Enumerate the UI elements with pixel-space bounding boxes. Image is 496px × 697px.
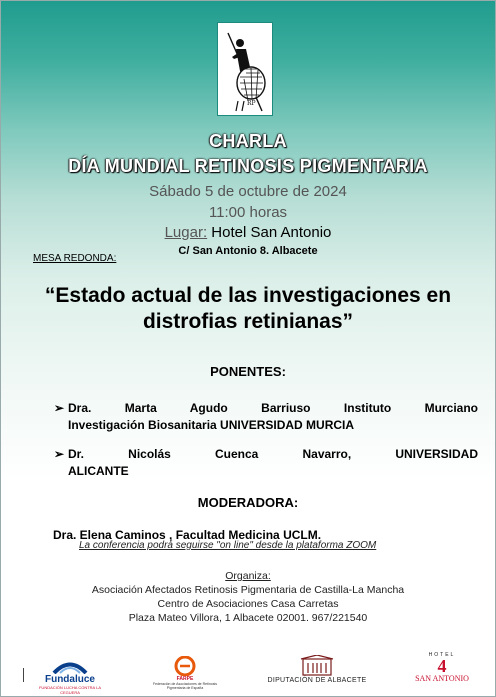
event-address: C/ San Antonio 8. Albacete — [178, 245, 318, 257]
ponente-line — [54, 463, 478, 480]
fundaluce-name: Fundaluce — [44, 674, 95, 685]
divider — [23, 668, 24, 682]
organiza-line: Plaza Mateo Villora, 1 Albacete 02001. 967/221540 — [128, 612, 368, 624]
diputacion-name: DIPUTACIÓN DE ALBACETE — [267, 677, 367, 684]
ponente-line — [54, 400, 478, 417]
hotel-name: SAN ANTONIO — [415, 674, 469, 683]
moderadora-name: Dra. Elena Caminos , Facultad Medicina UCLM. — [53, 528, 322, 542]
hotel-san-antonio-logo: HOTEL 4 SAN ANTONIO — [412, 652, 472, 683]
title-event: DÍA MUNDIAL RETINOSIS PIGMENTARIA — [68, 156, 428, 176]
title-charla: CHARLA — [209, 131, 287, 151]
moderadora-heading: MODERADORA: — [197, 495, 299, 510]
ponente-text: Dr. Nicolás Cuenca Navarro, UNIVERSIDAD — [68, 447, 478, 461]
ponente-text: Investigación Biosanitaria UNIVERSIDAD MURCIA — [68, 418, 355, 432]
farpe-name: FARPE — [176, 676, 194, 682]
farpe-sub: Federación de Asociaciones de Retinosis Pigmentaria de España — [152, 682, 217, 690]
organiza-heading: Organiza: — [225, 570, 271, 582]
svg-text:RP: RP — [247, 100, 256, 107]
ponente-line — [54, 446, 478, 463]
fundaluce-logo — [30, 660, 110, 695]
ponente-item — [54, 446, 478, 480]
bullet-arrow-icon: ➢ — [54, 447, 65, 461]
place-value: Hotel San Antonio — [207, 224, 332, 241]
association-logo — [217, 22, 273, 116]
fundaluce-sub: FUNDACIÓN LUCHA CONTRA LA CEGUERA — [38, 685, 101, 695]
bullet-arrow-icon: ➢ — [54, 401, 65, 415]
ponente-text: Dra. Marta Agudo Barriuso Instituto Murciano — [68, 401, 478, 415]
event-place — [0, 224, 496, 241]
ponente-text: ALICANTE — [68, 464, 129, 478]
mesa-redonda-label: MESA REDONDA: — [33, 253, 117, 264]
ponentes-heading: PONENTES: — [210, 364, 286, 379]
farpe-logo — [150, 656, 220, 690]
organiza-line: Centro de Asociaciones Casa Carretas — [157, 598, 339, 610]
ponente-item — [54, 400, 478, 434]
place-label: Lugar: — [164, 224, 208, 241]
talk-title: “Estado actual de las investigaciones en distrofias retinianas” — [44, 284, 452, 333]
diputacion-logo — [262, 655, 372, 684]
event-time: 11:00 horas — [208, 204, 288, 221]
ponente-line — [54, 417, 478, 434]
organiza-line: Asociación Afectados Retinosis Pigmentaria de Castilla-La Mancha — [91, 584, 405, 596]
hotel-small-label: HOTEL — [428, 652, 456, 658]
zoom-note: La conferencia podrá seguirse "on line" desde la plataforma ZOOM — [79, 540, 377, 551]
event-date: Sábado 5 de octubre de 2024 — [149, 183, 347, 200]
